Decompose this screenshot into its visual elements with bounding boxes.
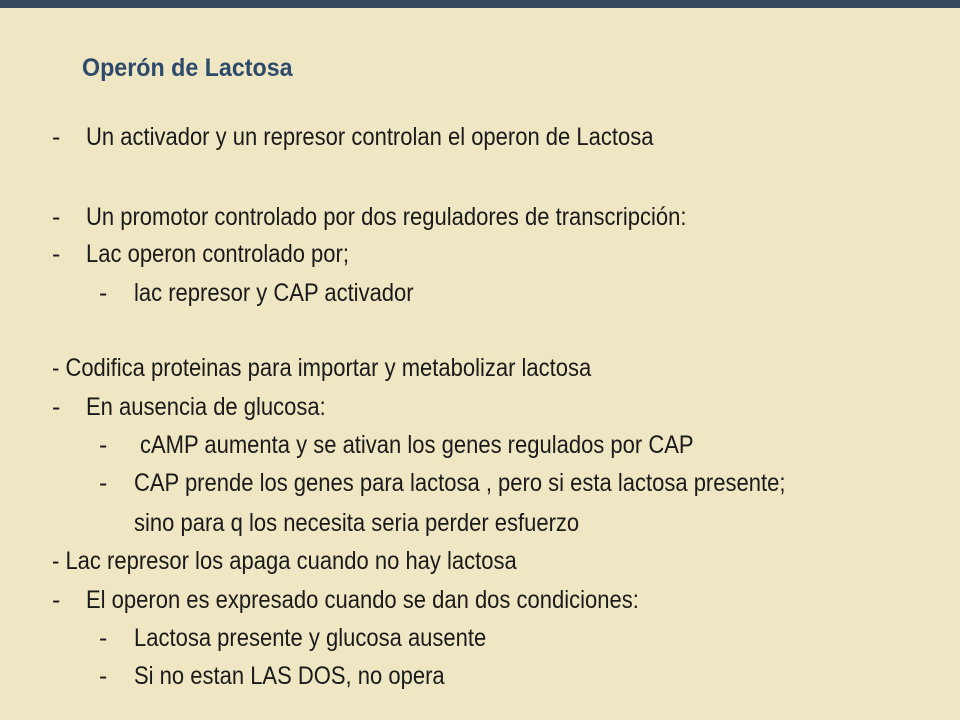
sub-bullet-dash: -	[99, 469, 108, 497]
bullet-dash: -	[52, 393, 61, 421]
bullet-text: Un activador y un represor controlan el operon de Lactosa	[86, 123, 654, 151]
bullet-dash: -	[52, 203, 61, 231]
bullet-text: Un promotor controlado por dos reguladores de transcripción:	[86, 203, 687, 231]
sub-bullet-text: cAMP aumenta y se ativan los genes regulados por CAP	[140, 431, 694, 459]
slide-title: Operón de Lactosa	[82, 54, 293, 82]
sub-bullet-text: Si no estan LAS DOS, no opera	[134, 662, 445, 690]
sub-bullet-dash: -	[99, 279, 108, 307]
sub-bullet-text: Lactosa presente y glucosa ausente	[134, 624, 487, 652]
bullet-text: Lac operon controlado por;	[86, 240, 349, 268]
bullet-dash: -	[52, 123, 61, 151]
bullet-text: - Codifica proteinas para importar y metabolizar lactosa	[52, 354, 592, 382]
sub-bullet-text: lac represor y CAP activador	[134, 279, 414, 307]
bullet-text: El operon es expresado cuando se dan dos condiciones:	[86, 586, 639, 614]
bullet-dash: -	[52, 240, 61, 268]
sub-bullet-text: CAP prende los genes para lactosa , pero si esta lactosa presente;	[134, 469, 786, 497]
bullet-text: - Lac represor los apaga cuando no hay lactosa	[52, 547, 517, 575]
sub-bullet-continuation: sino para q los necesita seria perder esfuerzo	[134, 509, 580, 537]
sub-bullet-dash: -	[99, 624, 108, 652]
sub-bullet-dash: -	[99, 662, 108, 690]
sub-bullet-dash: -	[99, 431, 108, 459]
bullet-dash: -	[52, 586, 61, 614]
bullet-text: En ausencia de glucosa:	[86, 393, 326, 421]
